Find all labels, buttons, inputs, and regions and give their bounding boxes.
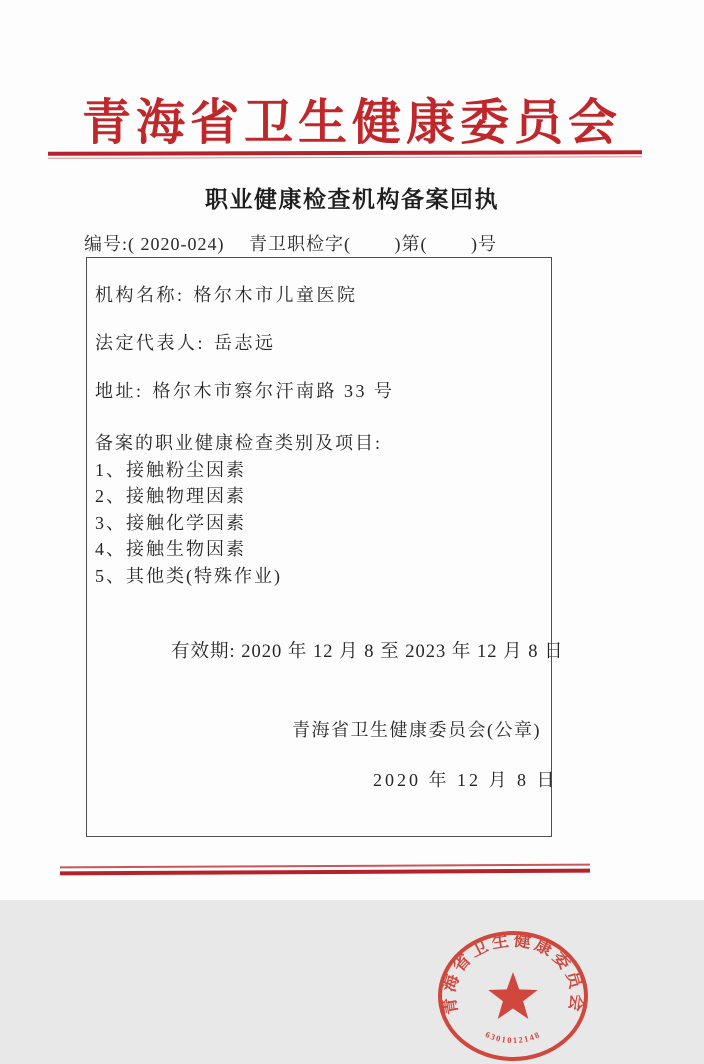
field-org-name-label: 机构名称: xyxy=(95,285,185,305)
validity-line: 有效期: 2020 年 12 月 8 至 2023 年 12 月 8 日 xyxy=(171,642,564,662)
serial-number-line: 编号:( 2020-024) 青卫职检字( )第( )号 xyxy=(84,234,497,254)
field-legal-rep-label: 法定代表人: xyxy=(95,333,206,353)
category-heading: 备案的职业健康检查类别及项目: xyxy=(95,433,382,453)
bottom-rule-thin-line xyxy=(60,864,590,868)
category-list xyxy=(95,430,382,590)
org-title: 青海省卫生健康委员会 xyxy=(81,95,622,150)
bottom-rule-thick-line xyxy=(60,868,590,875)
field-org-name xyxy=(95,281,358,307)
seal-star-icon xyxy=(488,972,537,1019)
seal-ring-text: 青海省卫生健康委员会 xyxy=(439,930,587,1017)
field-org-name-value: 格尔木市儿童医院 xyxy=(193,285,358,305)
field-address-label: 地址: xyxy=(95,381,144,401)
issuer-line: 青海省卫生健康委员会(公章) xyxy=(292,720,541,740)
official-seal xyxy=(435,928,591,1064)
field-legal-rep-value: 岳志远 xyxy=(214,333,276,353)
field-address-value: 格尔木市察尔汗南路 33 号 xyxy=(152,381,395,401)
field-address xyxy=(95,377,395,403)
category-item: 1、接触粉尘因素 xyxy=(95,459,246,480)
category-item: 4、接触生物因素 xyxy=(95,539,246,560)
title-rule xyxy=(48,150,642,159)
category-item: 5、其他类(特殊作业) xyxy=(95,565,282,586)
category-item: 3、接触化学因素 xyxy=(95,512,246,533)
seal-serial-number: 6301012148 xyxy=(483,1029,543,1046)
registration-box xyxy=(86,257,587,1046)
title-rule-thick-line xyxy=(48,150,642,156)
field-legal-rep xyxy=(95,329,276,355)
category-item: 2、接触物理因素 xyxy=(95,486,246,507)
title-rule-thin-line xyxy=(48,156,642,159)
doc-title: 职业健康检查机构备案回执 xyxy=(205,187,499,212)
issue-date: 2020 年 12 月 8 日 xyxy=(373,770,558,790)
bottom-rule xyxy=(60,864,590,875)
